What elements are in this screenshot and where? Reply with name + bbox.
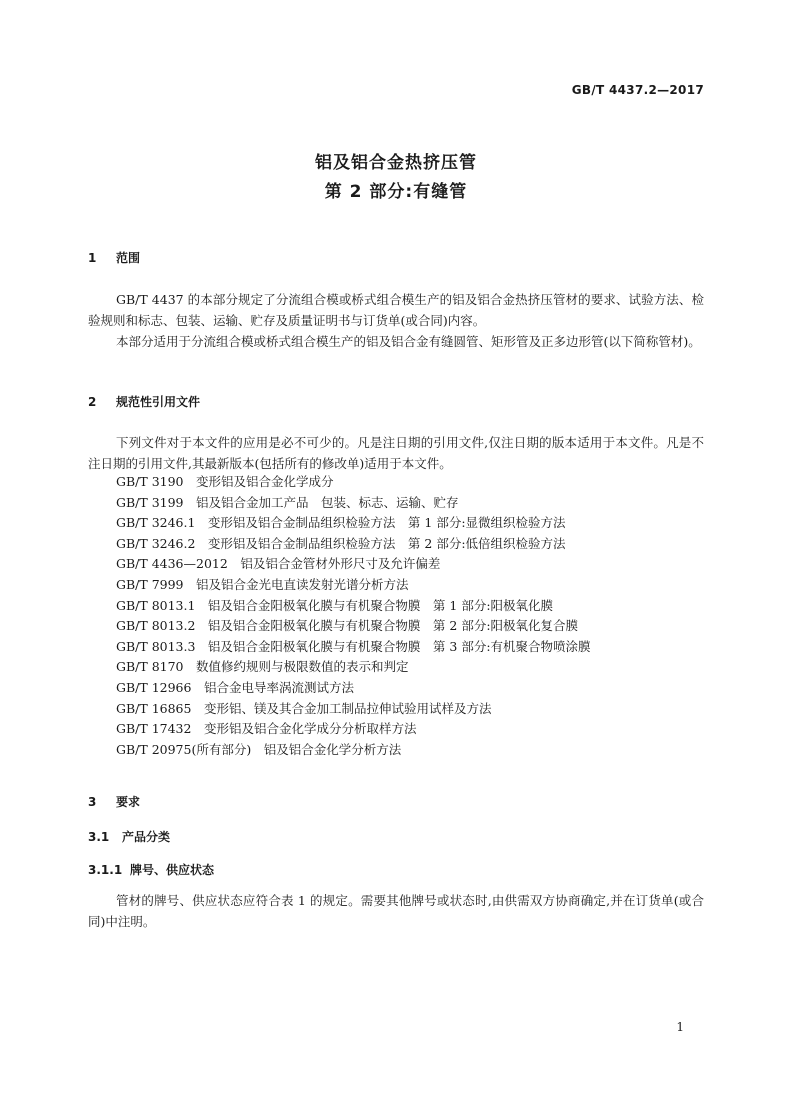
reference-item: GB/T 3246.2 变形铝及铝合金制品组织检验方法 第 2 部分:低倍组织检验方法 bbox=[116, 535, 566, 551]
scope-paragraph-1: GB/T 4437 的本部分规定了分流组合模或桥式组合模生产的铝及铝合金热挤压管材的要求、试验方法、检验规则和标志、包装、运输、贮存及质量证明书与订货单(或合同)内容。 bbox=[88, 292, 704, 328]
section-number: 3 bbox=[88, 795, 97, 809]
scope-paragraph-2: 本部分适用于分流组合模或桥式组合模生产的铝及铝合金有缝圆管、矩形管及正多边形管(以下简称管材)。 bbox=[116, 334, 701, 349]
standard-number: GB/T 4437.2—2017 bbox=[571, 83, 704, 97]
section-title: 范围 bbox=[116, 251, 141, 265]
reference-item: GB/T 3246.1 变形铝及铝合金制品组织检验方法 第 1 部分:显微组织检验方法 bbox=[116, 515, 566, 531]
document-title: 铝及铝合金热挤压管 bbox=[315, 153, 477, 173]
reference-list bbox=[116, 472, 591, 760]
section-number: 1 bbox=[88, 251, 97, 265]
reference-item: GB/T 8013.2 铝及铝合金阳极氧化膜与有机聚合物膜 第 2 部分:阳极氧化复合膜 bbox=[116, 618, 579, 634]
normative-refs-intro: 下列文件对于本文件的应用是必不可少的。凡是注日期的引用文件,仅注日期的版本适用于本文件。凡是不注日期的引用文件,其最新版本(包括所有的修改单)适用于本文件。 bbox=[88, 435, 704, 471]
page-number: 1 bbox=[676, 1020, 684, 1034]
reference-item: GB/T 20975(所有部分) 铝及铝合金化学分析方法 bbox=[116, 741, 402, 757]
subsection-number: 3.1.1 bbox=[88, 863, 123, 877]
reference-item: GB/T 3199 铝及铝合金加工产品 包装、标志、运输、贮存 bbox=[116, 494, 459, 510]
section-heading-scope bbox=[88, 249, 140, 266]
reference-item: GB/T 8013.3 铝及铝合金阳极氧化膜与有机聚合物膜 第 3 部分:有机聚合物喷涂膜 bbox=[116, 638, 591, 654]
section-title: 规范性引用文件 bbox=[116, 395, 201, 409]
reference-item: GB/T 7999 铝及铝合金光电直读发射光谱分析方法 bbox=[116, 576, 409, 592]
grade-temper-paragraph: 管材的牌号、供应状态应符合表 1 的规定。需要其他牌号或状态时,由供需双方协商确定,并在订货单(或合同)中注明。 bbox=[88, 893, 704, 929]
reference-item: GB/T 16865 变形铝、镁及其合金加工制品拉伸试验用试样及方法 bbox=[116, 700, 492, 716]
document-subtitle: 第 2 部分:有缝管 bbox=[324, 182, 468, 202]
section-title: 要求 bbox=[116, 795, 141, 809]
reference-item: GB/T 17432 变形铝及铝合金化学成分分析取样方法 bbox=[116, 721, 417, 737]
subsection-title: 产品分类 bbox=[122, 830, 171, 844]
subsection-title: 牌号、供应状态 bbox=[130, 863, 215, 877]
reference-item: GB/T 8013.1 铝及铝合金阳极氧化膜与有机聚合物膜 第 1 部分:阳极氧化膜 bbox=[116, 597, 554, 613]
section-heading-normative-refs bbox=[88, 393, 200, 410]
section-number: 2 bbox=[88, 395, 97, 409]
reference-item: GB/T 3190 变形铝及铝合金化学成分 bbox=[116, 474, 334, 489]
section-heading-requirements bbox=[88, 793, 140, 810]
reference-item: GB/T 12966 铝合金电导率涡流测试方法 bbox=[116, 679, 354, 695]
reference-item: GB/T 8170 数值修约规则与极限数值的表示和判定 bbox=[116, 659, 409, 675]
subsection-heading-product-classification bbox=[88, 828, 170, 845]
reference-item: GB/T 4436—2012 铝及铝合金管材外形尺寸及允许偏差 bbox=[116, 556, 441, 572]
subsection-number: 3.1 bbox=[88, 830, 110, 844]
subsection-heading-grade-temper bbox=[88, 861, 214, 878]
